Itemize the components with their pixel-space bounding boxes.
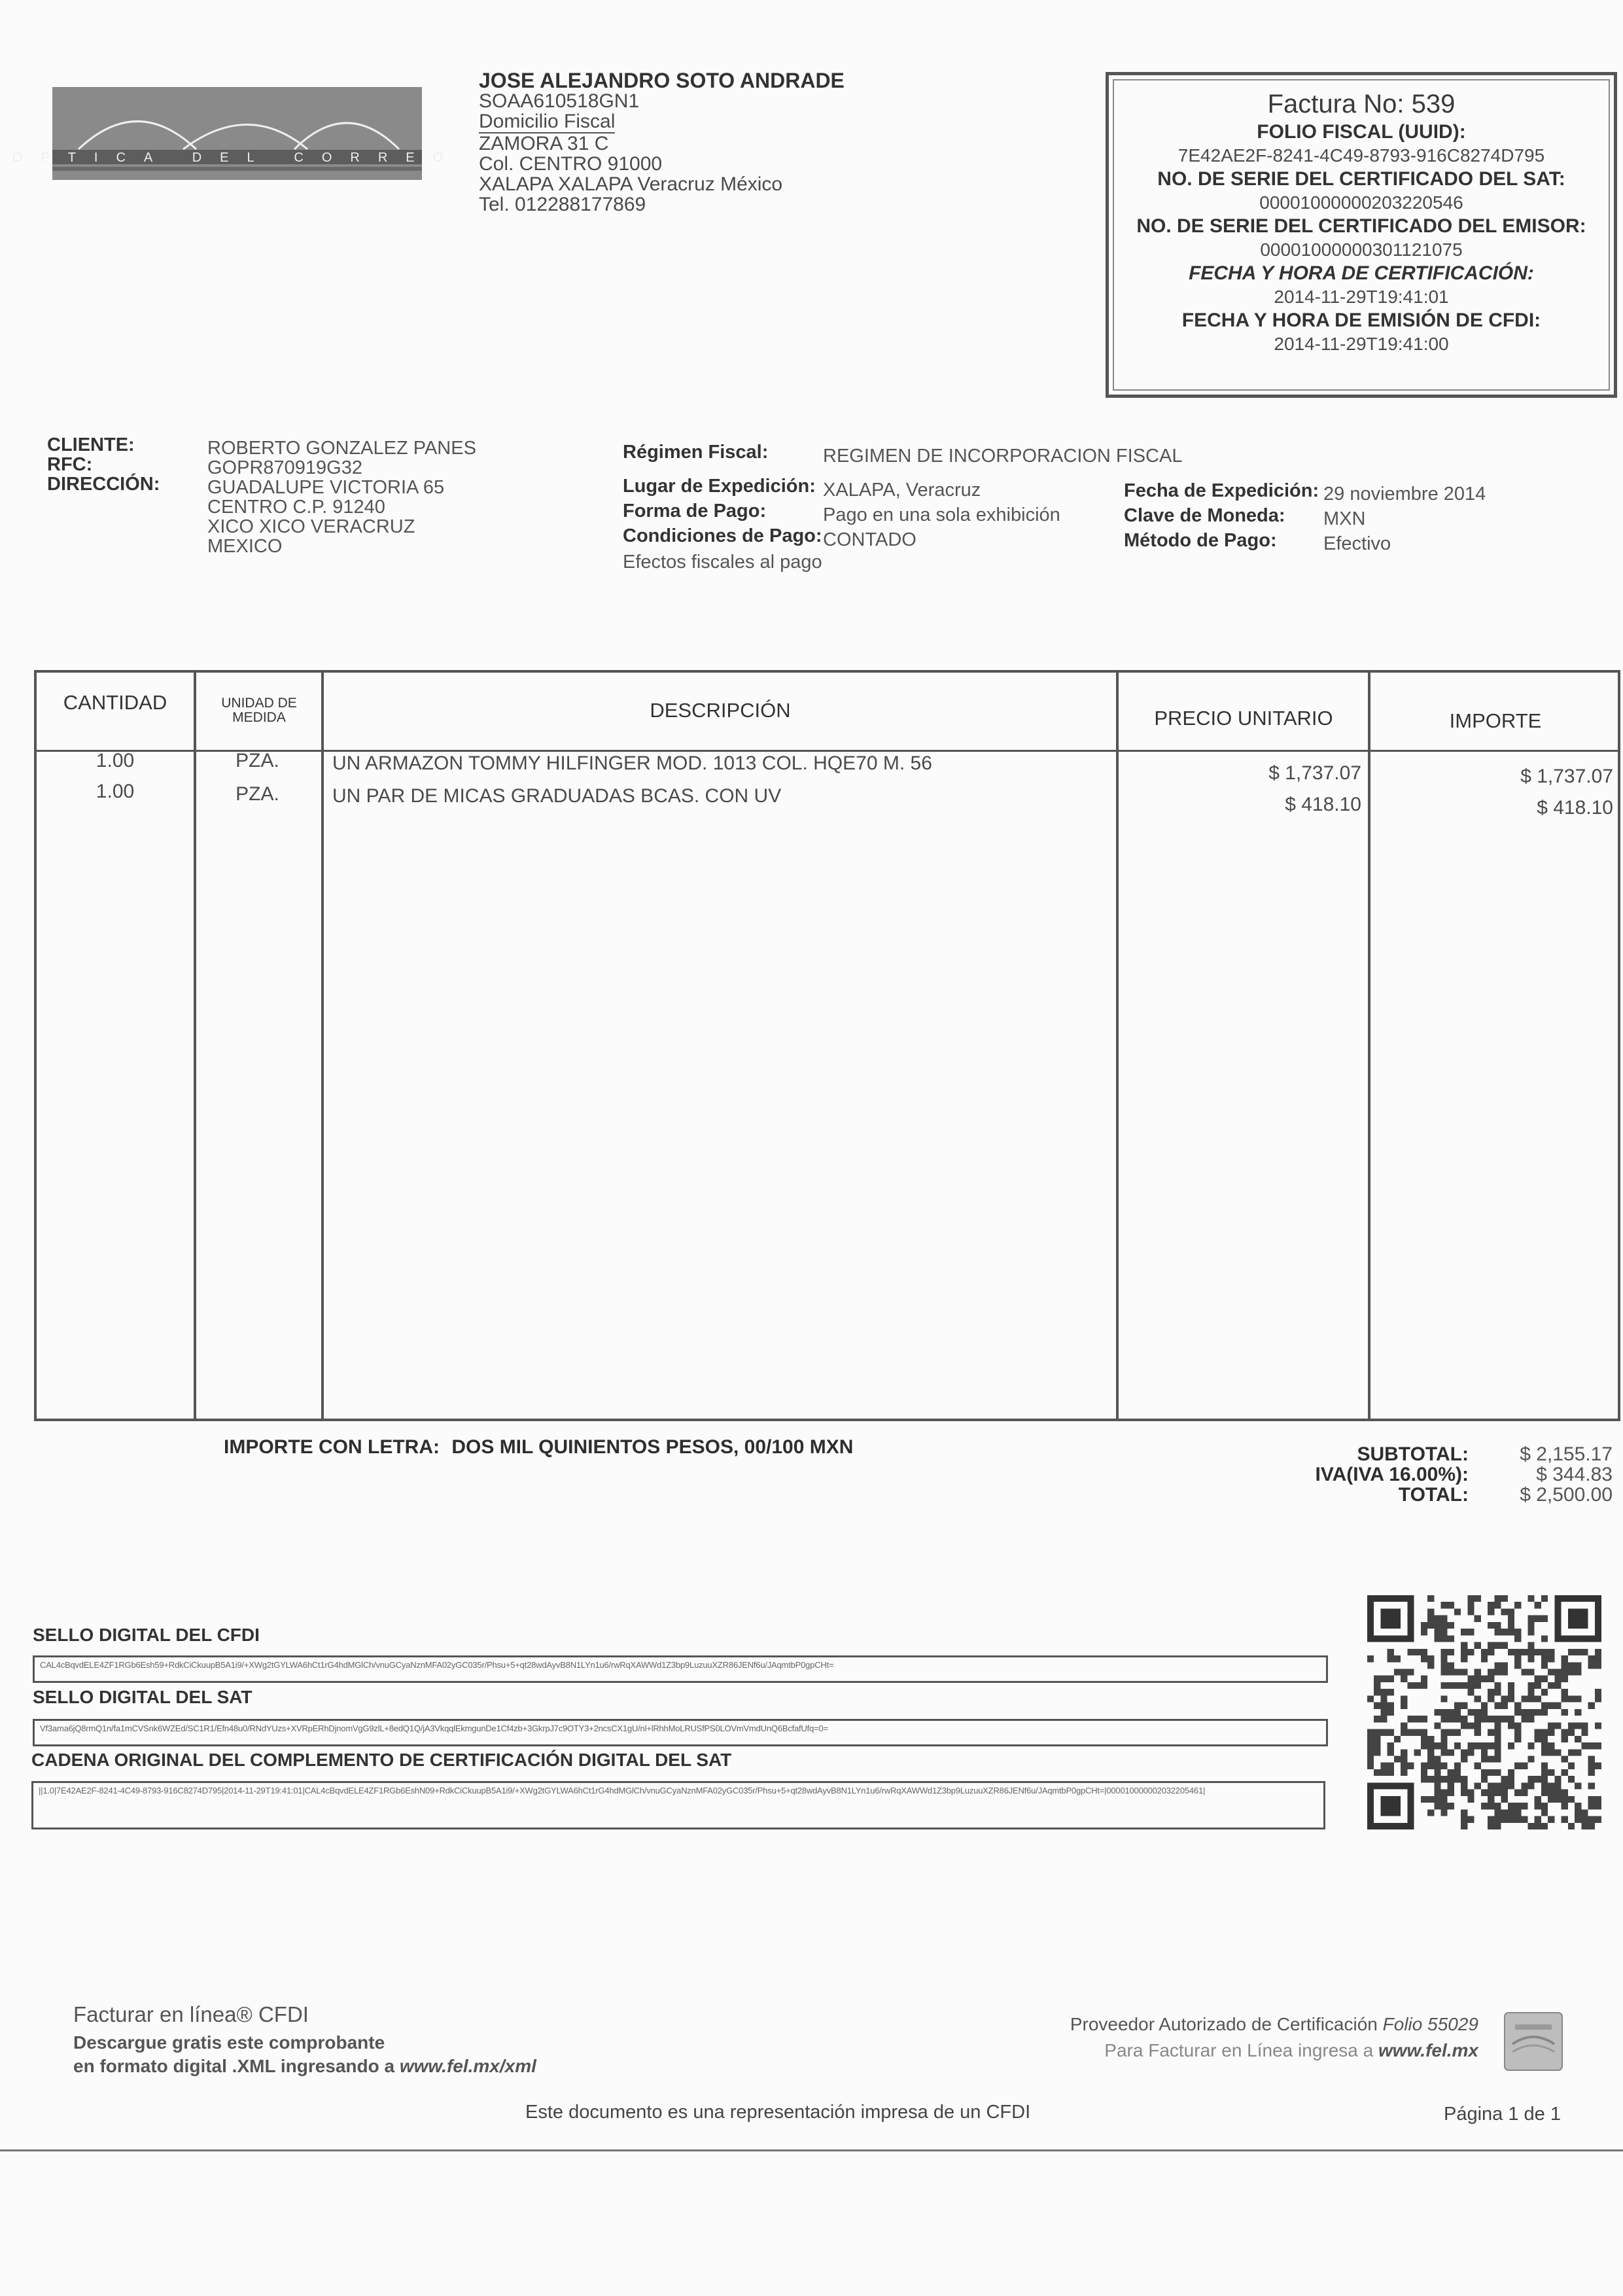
sello-sat-label: SELLO DIGITAL DEL SAT: [33, 1687, 253, 1707]
emision-date-value: 2014-11-29T19:41:00: [1274, 334, 1449, 354]
lugar-value: XALAPA, Veracruz: [823, 480, 981, 501]
invoice-number: Factura No: 539: [1267, 90, 1456, 118]
letra-label: IMPORTE CON LETRA:: [224, 1436, 440, 1458]
issuer-city: XALAPA XALAPA Veracruz México: [479, 173, 783, 195]
para-facturar-line: Para Facturar en Línea ingresa a www.fel.mx: [1104, 2040, 1478, 2060]
regimen-value: REGIMEN DE INCORPORACION FISCAL: [823, 446, 1183, 467]
client-labels: [47, 435, 160, 494]
row-precio: $ 1,737.07: [1268, 762, 1361, 784]
client-values: [207, 438, 476, 556]
header-precio: PRECIO UNITARIO: [1154, 707, 1333, 730]
svg-text:OPTICA DEL CORREO: OPTICA DEL CORREO: [12, 150, 462, 165]
fiscal-labels: [623, 440, 822, 574]
regimen-label: Régimen Fiscal:: [623, 442, 769, 463]
header-cantidad: CANTIDAD: [63, 691, 167, 714]
direccion-label: DIRECCIÓN:: [47, 474, 160, 495]
invoice-info-box: [1106, 72, 1617, 398]
metodo-label: Método de Pago:: [1124, 530, 1277, 551]
emisor-cert-value: 00001000000301121075: [1260, 239, 1463, 260]
expedition-values: [1323, 482, 1486, 556]
pac-folio: Folio 55029: [1382, 2014, 1478, 2034]
row-descripcion: UN ARMAZON TOMMY HILFINGER MOD. 1013 COL. HQE70 M. 56: [332, 752, 932, 774]
qr-code: [1367, 1595, 1601, 1829]
sello-sat-box: Vf3ama6jQ8rmQ1n/fa1mCVSnk6WZEd/SC1R1/Efn48u0/RNdYUzs+XVRpERhDjnomVgG9zlL+8edQ1Q/jA3VkqqlEkmgunDe1Cf4zb+3GkrpJ7c9OTY3+2ncsCX1gU/nl+lRhhMoLRUSfPS0LOVmVmdUnQ6BcfafUfq=0=: [33, 1719, 1328, 1746]
folio-fiscal-value: 7E42AE2F-8241-4C49-8793-916C8274D795: [1178, 145, 1545, 166]
cliente-label: CLIENTE:: [47, 434, 135, 455]
issuer-rfc: SOAA610518GN1: [479, 90, 640, 112]
row-importe: $ 1,737.07: [1520, 766, 1613, 787]
letra-value: DOS MIL QUINIENTOS PESOS, 00/100 MXN: [451, 1436, 854, 1458]
header-descripcion: DESCRIPCIÓN: [650, 699, 791, 722]
metodo-value: Efectivo: [1323, 533, 1391, 554]
sello-cfdi-label: SELLO DIGITAL DEL CFDI: [33, 1625, 260, 1645]
header-importe: IMPORTE: [1449, 709, 1542, 732]
issuer-block: [479, 71, 845, 215]
subtotal-label: SUBTOTAL:: [1357, 1443, 1469, 1465]
moneda-label: Clave de Moneda:: [1124, 505, 1285, 526]
total-value: $ 2,500.00: [1520, 1484, 1613, 1506]
moneda-value: MXN: [1323, 508, 1366, 529]
column-divider: [321, 673, 324, 1419]
sat-pac-seal-icon: [1502, 2010, 1565, 2073]
sat-cert-label: NO. DE SERIE DEL CERTIFICADO DEL SAT:: [1157, 168, 1565, 190]
row-unidad: PZA.: [236, 783, 279, 805]
optica-del-correo-logo: [12, 87, 462, 180]
client-address-line: GUADALUPE VICTORIA 65: [207, 477, 445, 498]
issuer-name: JOSE ALEJANDRO SOTO ANDRADE: [479, 69, 845, 92]
folio-fiscal-label: FOLIO FISCAL (UUID):: [1257, 121, 1466, 143]
total-label: TOTAL:: [1398, 1484, 1469, 1506]
domicilio-fiscal-label: Domicilio Fiscal: [479, 111, 616, 132]
importe-con-letra: [224, 1436, 853, 1458]
issuer-phone: Tel. 012288177869: [479, 194, 646, 215]
sat-cert-value: 00001000000203220546: [1259, 192, 1463, 213]
client-address-line: CENTRO C.P. 91240: [207, 497, 385, 518]
efectos-fiscales: Efectos fiscales al pago: [623, 552, 822, 573]
row-importe: $ 418.10: [1537, 797, 1613, 819]
row-descripcion: UN PAR DE MICAS GRADUADAS BCAS. CON UV: [332, 785, 782, 807]
fecha-expedicion-label: Fecha de Expedición:: [1124, 480, 1319, 501]
lugar-label: Lugar de Expedición:: [623, 476, 816, 497]
emisor-cert-label: NO. DE SERIE DEL CERTIFICADO DEL EMISOR:: [1136, 215, 1586, 237]
totals-values: [1508, 1444, 1613, 1505]
footer-download-line2: en formato digital .XML ingresando a www.fel.mx/xml: [73, 2056, 536, 2076]
bottom-rule: [0, 2149, 1623, 2151]
footer-right: [994, 2011, 1478, 2064]
forma-label: Forma de Pago:: [623, 501, 767, 521]
cert-date-value: 2014-11-29T19:41:01: [1274, 287, 1449, 307]
client-address-line: MEXICO: [207, 536, 283, 557]
column-divider: [1116, 673, 1119, 1419]
row-precio: $ 418.10: [1285, 794, 1361, 815]
items-table: [34, 670, 1620, 1421]
page-number: Página 1 de 1: [1444, 2104, 1561, 2125]
issuer-street: ZAMORA 31 C: [479, 133, 609, 154]
footer-download-line1: Descargue gratis este comprobante: [73, 2032, 385, 2053]
totals-labels: [1305, 1444, 1469, 1505]
sello-cfdi-box: CAL4cBqvdELE4ZF1RGb6Esh59+RdkCiCkuupB5A1i9/+XWg2tGYLWA6hCt1rG4hdMGlCh/vnuGCyaNznMFA02yGC035r/Phsu+5+qt28wdAyvB8N1LYn1u6/rwRqXAWWd1Z3bp9LuzuuXZR86JENf6u/JAqmtbP0gpCHt=: [33, 1655, 1328, 1683]
condiciones-label: Condiciones de Pago:: [623, 525, 822, 546]
iva-label: IVA(IVA 16.00%):: [1315, 1464, 1469, 1485]
subtotal-value: $ 2,155.17: [1520, 1443, 1613, 1465]
footer-left: [73, 2002, 536, 2078]
issuer-colony: Col. CENTRO 91000: [479, 153, 663, 175]
fel-link[interactable]: www.fel.mx: [1378, 2040, 1478, 2060]
forma-value: Pago en una sola exhibición: [823, 504, 1060, 525]
column-divider: [1368, 673, 1370, 1419]
cert-date-label: FECHA Y HORA DE CERTIFICACIÓN:: [1189, 262, 1534, 284]
header-unidad: UNIDAD DE MEDIDA: [221, 696, 297, 725]
condiciones-value: CONTADO: [823, 529, 916, 550]
representacion-impresa-note: Este documento es una representación impresa de un CFDI: [525, 2102, 1031, 2123]
expedition-labels: [1124, 478, 1319, 553]
client-rfc: GOPR870919G32: [207, 457, 362, 478]
row-cantidad: 1.00: [96, 781, 135, 802]
cadena-original-box: ||1.0|7E42AE2F-8241-4C49-8793-916C8274D795|2014-11-29T19:41:01|CAL4cBqvdELE4ZF1RGb6EshN09+RdkCiCkuupB5A1i9/+XWg2tGYLWA6hCt1rG4hdMGlCh/vnuGCyaNznMFA02yGC035r/Phsu+5+qt28wdAyvB8N1LYn1u6/rwRqXAWWd1Z3bp9LuzuuXZR86JENf6u/JAqmtbP0gpCHt=|000010000002032205461|: [31, 1781, 1325, 1829]
fecha-expedicion-value: 29 noviembre 2014: [1323, 484, 1486, 504]
client-address-line: XICO XICO VERACRUZ: [207, 516, 415, 537]
download-link[interactable]: www.fel.mx/xml: [399, 2056, 536, 2076]
iva-value: $ 344.83: [1536, 1464, 1613, 1485]
footer-brand: Facturar en línea® CFDI: [73, 2002, 309, 2026]
row-cantidad: 1.00: [96, 750, 135, 771]
emision-date-label: FECHA Y HORA DE EMISIÓN DE CFDI:: [1181, 309, 1541, 331]
proveedor-line: Proveedor Autorizado de Certificación Folio 55029: [1070, 2014, 1478, 2034]
client-name: ROBERTO GONZALEZ PANES: [207, 438, 476, 459]
cadena-original-label: CADENA ORIGINAL DEL COMPLEMENTO DE CERTIFICACIÓN DIGITAL DEL SAT: [31, 1750, 732, 1770]
rfc-label: RFC:: [47, 454, 93, 475]
row-unidad: PZA.: [236, 750, 279, 771]
